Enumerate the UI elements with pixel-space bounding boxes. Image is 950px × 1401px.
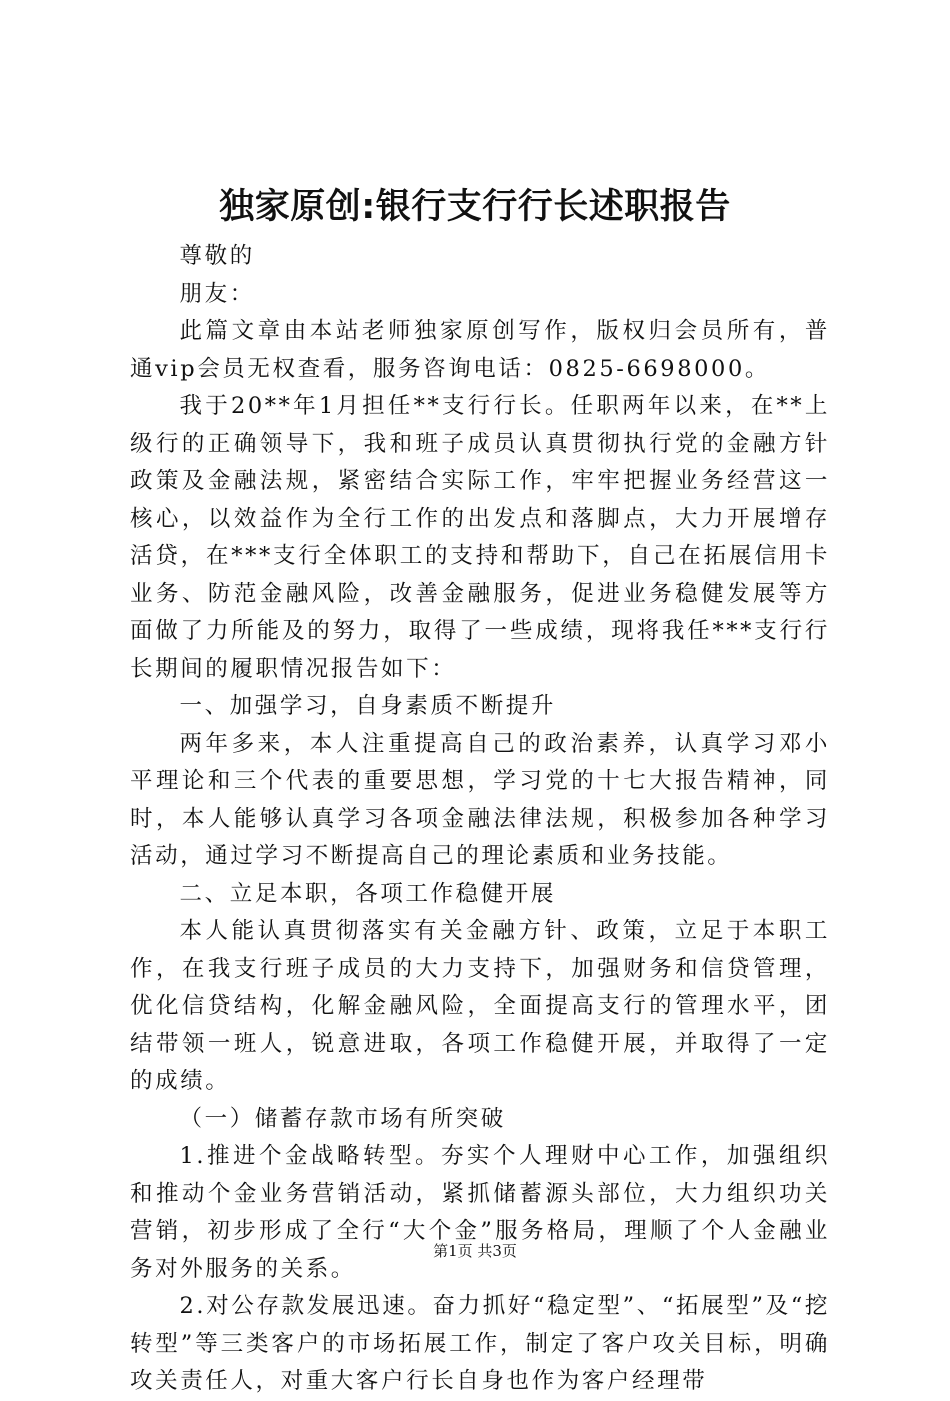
document-title: 独家原创:银行支行行长述职报告 — [219, 187, 731, 227]
subsection-heading-1: （一）储蓄存款市场有所突破 — [179, 1105, 506, 1132]
section-heading-1: 一、加强学习，自身素质不断提升 — [179, 693, 557, 719]
subsection-item-2: 2.对公存款发展迅速。奋力抓好“稳定型”、“拓展型”及“挖转型”等三类客户的市场拓展工作，制定了客户攻关目标，明确攻关责任人，对重大客户行长自身也作为客户经理带 — [130, 1293, 830, 1394]
subsection-item-1: 1.推进个金战略转型。夯实个人理财中心工作，加强组织和推动个金业务营销活动，紧抓储蓄源头部位，大力组织功关营销，初步形成了全行“大个金”服务格局，理顺了个人金融业务对外服务的关系。 — [130, 1143, 830, 1282]
section-2-paragraph: 本人能认真贯彻落实有关金融方针、政策，立足于本职工作，在我支行班子成员的大力支持下，加强财务和信贷管理，优化信贷结构，化解金融风险，全面提高支行的管理水平，团结带领一班人，锐意进取，各项工作稳健开展，并取得了一定的成绩。 — [130, 918, 830, 1094]
salutation-line-2: 朋友： — [179, 280, 255, 307]
salutation-line-1: 尊敬的 — [179, 243, 255, 269]
copyright-notice-paragraph: 此篇文章由本站老师独家原创写作，版权归会员所有，普通vip会员无权查看，服务咨询电话：0825-6698000。 — [130, 318, 830, 382]
section-heading-2: 二、立足本职，各项工作稳健开展 — [179, 880, 557, 907]
document-body — [130, 238, 830, 1401]
intro-paragraph: 我于20**年1月担任**支行行长。任职两年以来，在**上级行的正确领导下，我和班子成员认真贯彻执行党的金融方针政策及金融法规，紧密结合实际工作，牢牢把握业务经营这一核心，以效益作为全行工作的出发点和落脚点，大力开展增存活贷，在***支行全体职工的支持和帮助下，自己在拓展信用卡业务、防范金融风险，改善金融服务，促进业务稳健发展等方面做了力所能及的努力，取得了一些成绩，现将我任***支行行长期间的履职情况报告如下： — [130, 393, 830, 682]
page-number-footer: 第1页 共3页 — [433, 1242, 517, 1260]
section-1-paragraph: 两年多来，本人注重提高自己的政治素养，认真学习邓小平理论和三个代表的重要思想，学习党的十七大报告精神，同时，本人能够认真学习各项金融法律法规，积极参加各种学习活动，通过学习不断提高自己的理论素质和业务技能。 — [130, 730, 830, 869]
